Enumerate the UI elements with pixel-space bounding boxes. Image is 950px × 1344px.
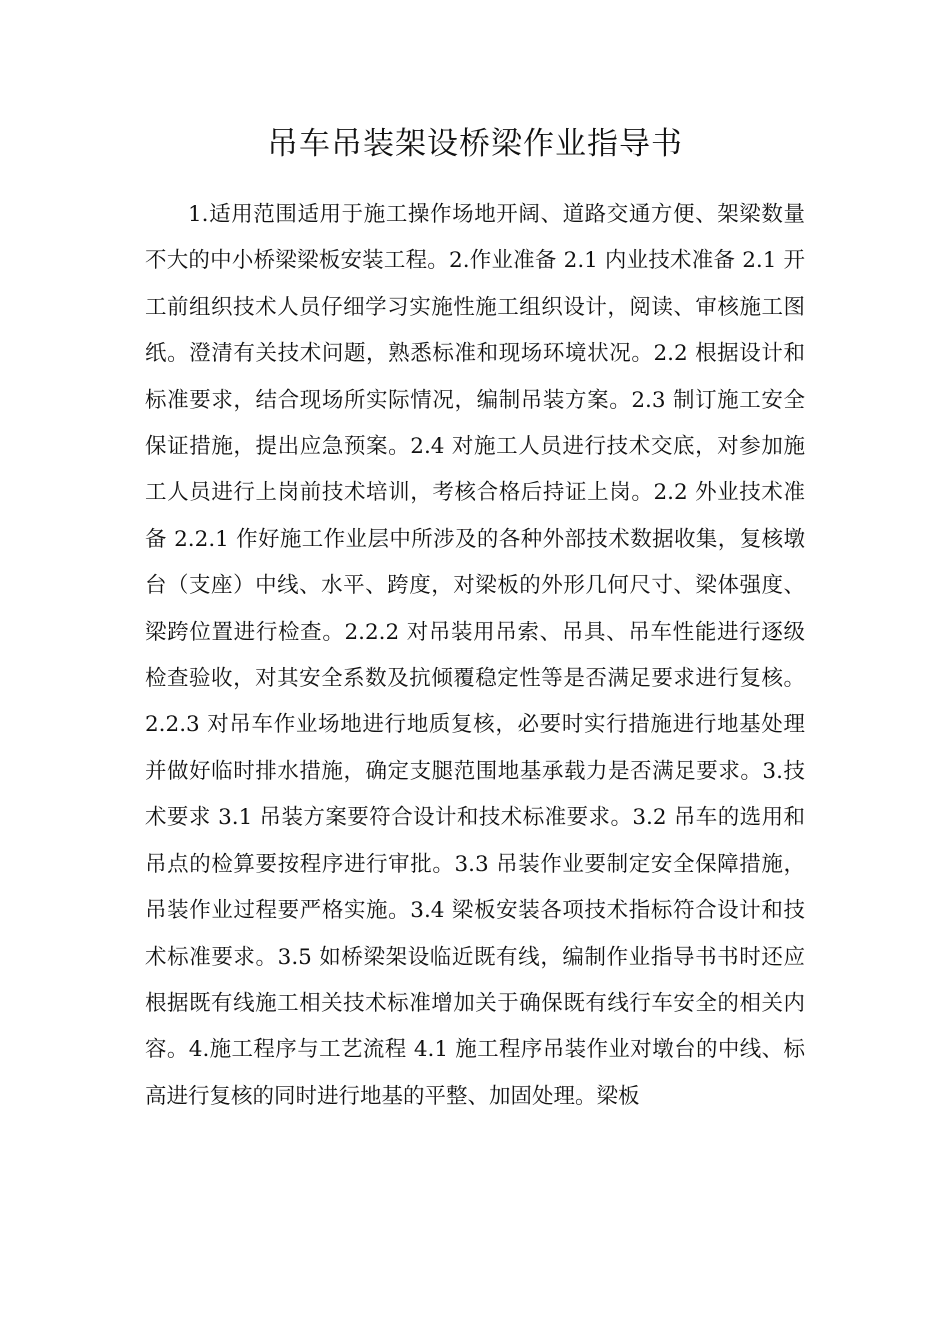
- document-title: 吊车吊装架设桥梁作业指导书: [267, 126, 683, 162]
- body-paragraph: 1.适用范围适用于施工操作场地开阔、道路交通方便、架梁数量不大的中小桥梁梁板安装工程。2.作业准备 2.1 内业技术准备 2.1 开工前组织技术人员仔细学习实施性施工组织设计，阅读、审核施工图纸。澄清有关技术问题，熟悉标准和现场环境状况。2.2 根据设计和标准要求，结合现场所实际情况，编制吊装方案。2.3 制订施工安全保证措施，提出应急预案。2.4 对施工人员进行技术交底，对参加施工人员进行上岗前技术培训，考核合格后持证上岗。2.2 外业技术准备 2.2.1 作好施工作业层中所涉及的各种外部技术数据收集，复核墩台（支座）中线、水平、跨度，对梁板的外形几何尺寸、梁体强度、梁跨位置进行检查。2.2.2 对吊装用吊索、吊具、吊车性能进行逐级检查验收，对其安全系数及抗倾覆稳定性等是否满足要求进行复核。2.2.3 对吊车作业场地进行地质复核，必要时实行措施进行地基处理并做好临时排水措施，确定支腿范围地基承载力是否满足要求。3.技术要求 3.1 吊装方案要符合设计和技术标准要求。3.2 吊车的选用和吊点的检算要按程序进行审批。3.3 吊装作业要制定安全保障措施，吊装作业过程要严格实施。3.4 梁板安装各项技术指标符合设计和技术标准要求。3.5 如桥梁架设临近既有线，编制作业指导书书时还应根据既有线施工相关技术标准增加关于确保既有线行车安全的相关内容。4.施工程序与工艺流程 4.1 施工程序吊装作业对墩台的中线、标高进行复核的同时进行地基的平整、加固处理。梁板: [145, 202, 805, 1109]
